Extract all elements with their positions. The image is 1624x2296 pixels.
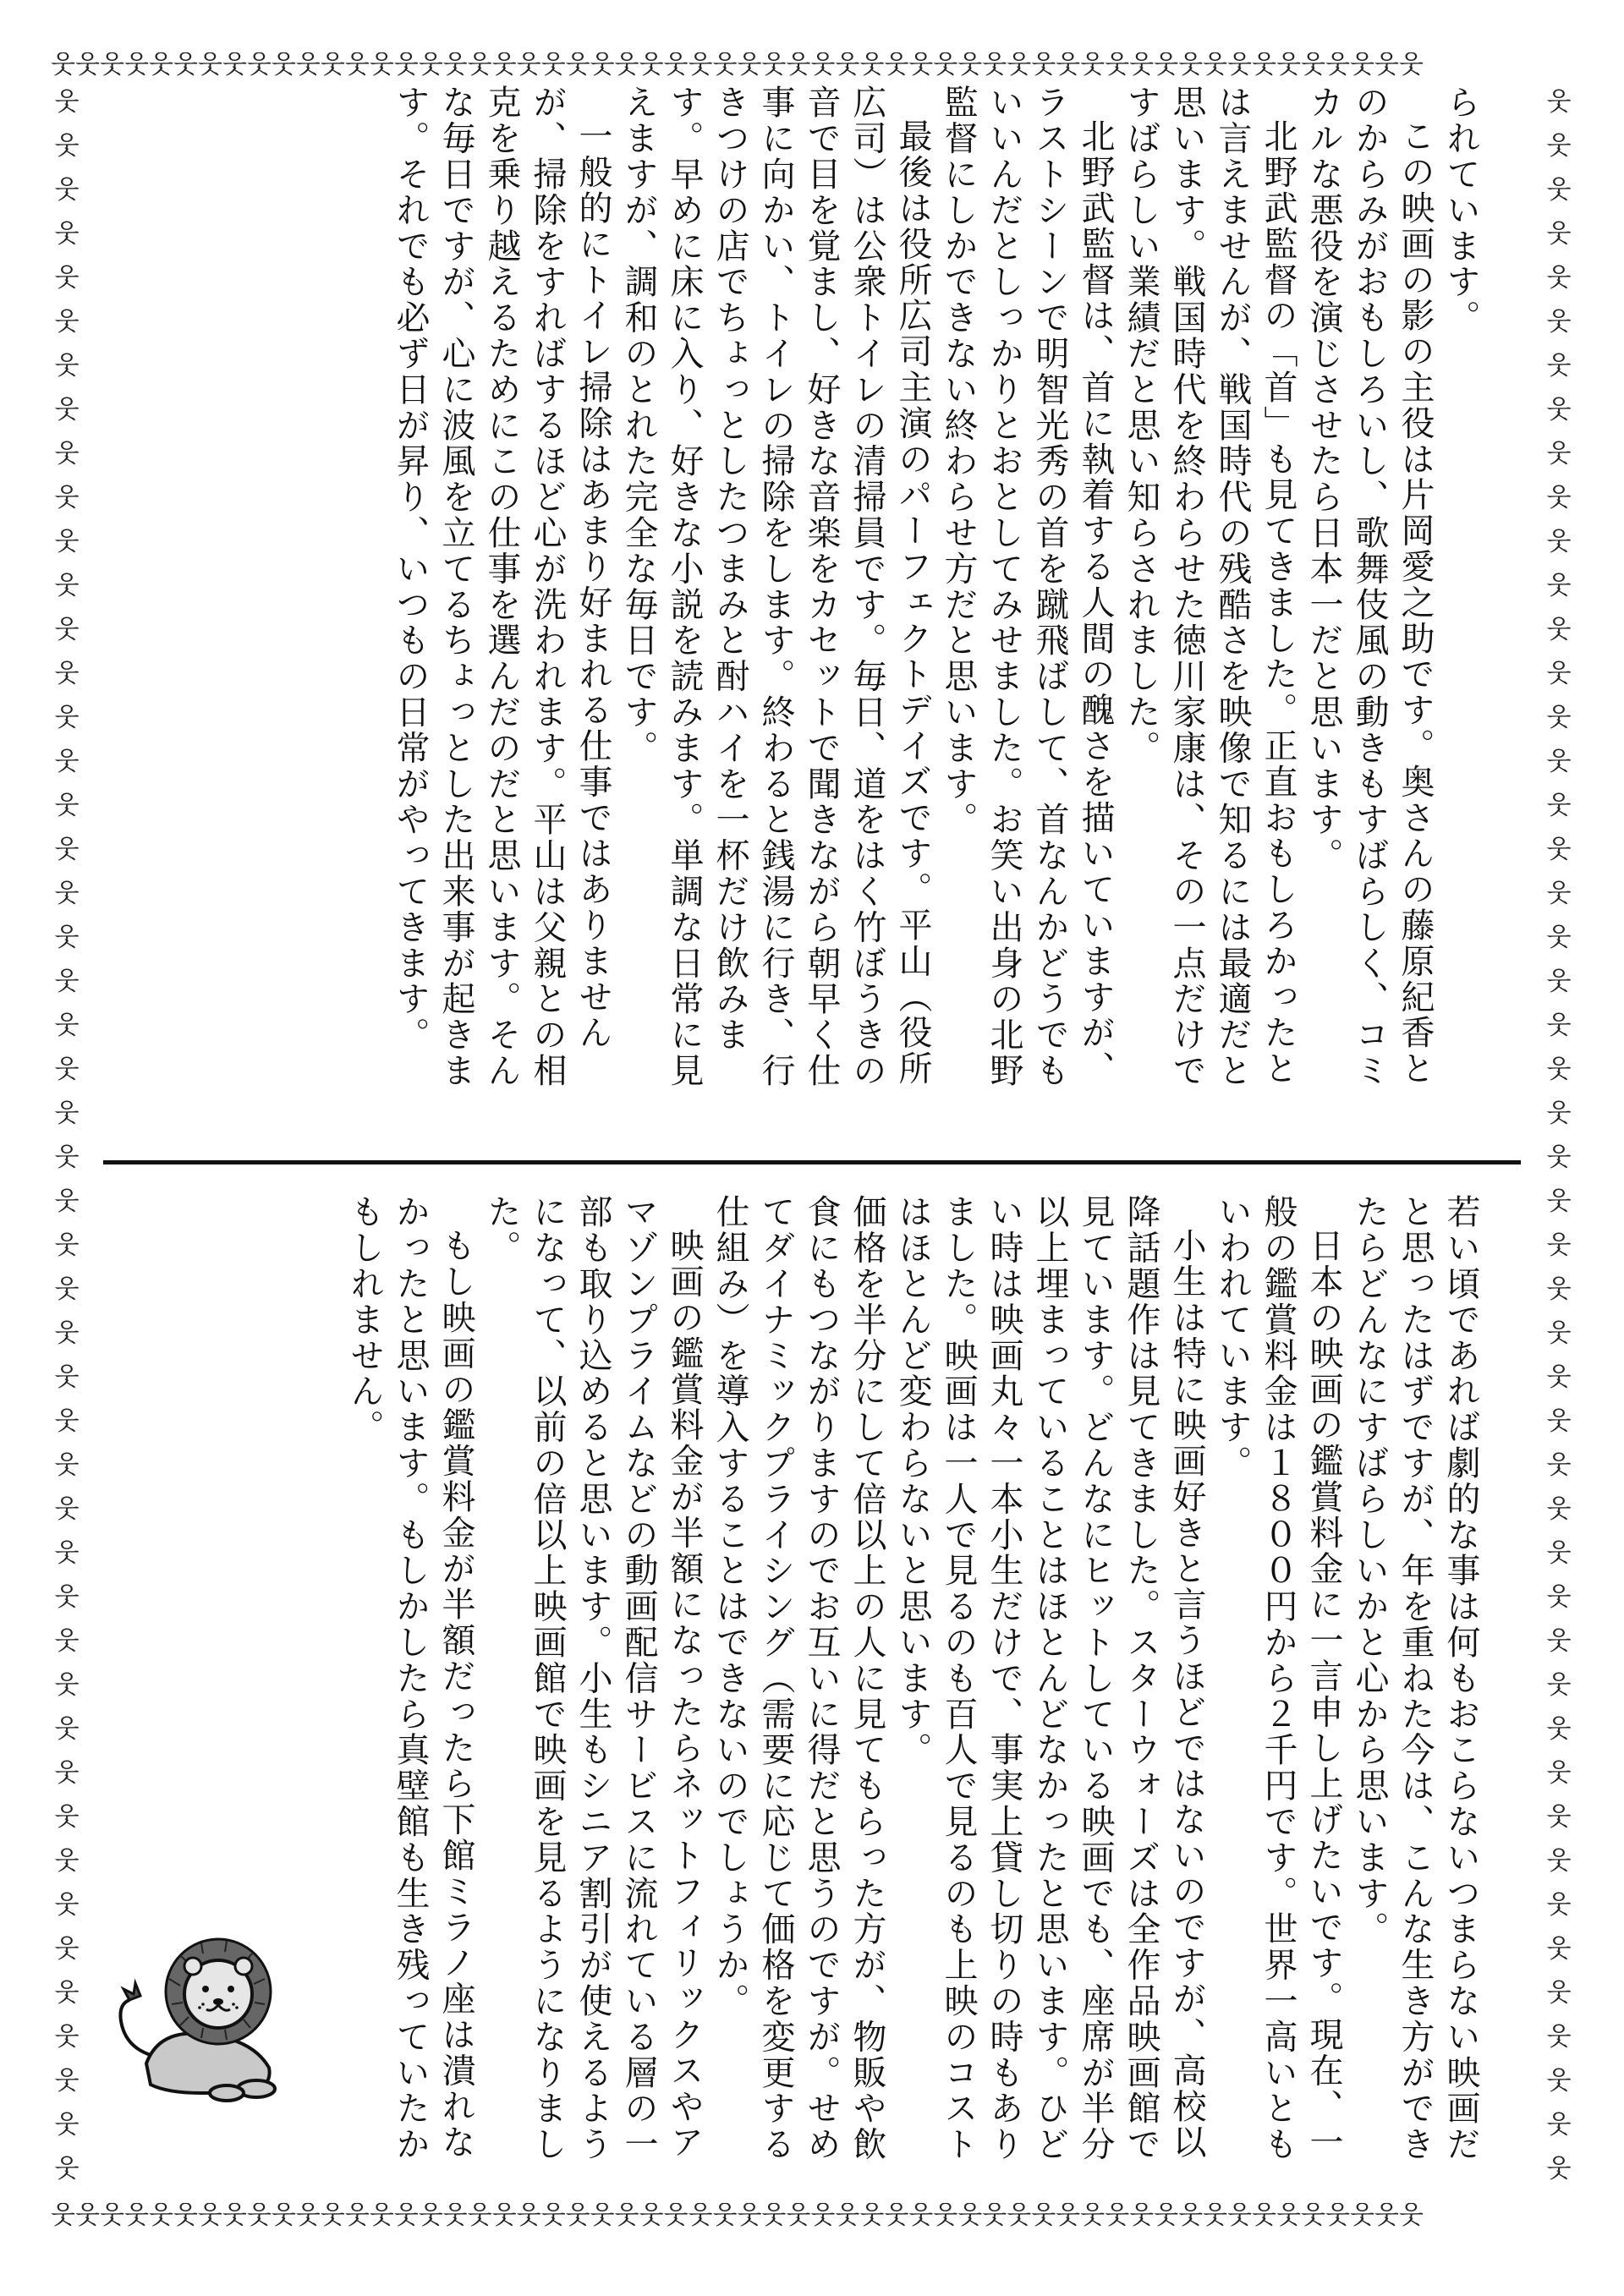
lion-icon [100,1920,294,2114]
decorative-border-top: 웃웃웃웃웃웃웃웃웃웃웃웃웃웃웃웃웃웃웃웃웃웃웃웃웃웃웃웃웃웃웃웃웃웃웃웃웃웃웃웃웃웃웃웃웃웃웃웃웃웃웃웃웃웃웃웃 [51,52,1424,78]
decorative-border-right: 웃웃웃웃웃웃웃웃웃웃웃웃웃웃웃웃웃웃웃웃웃웃웃웃웃웃웃웃웃웃웃웃웃웃웃웃웃웃웃웃웃웃웃웃웃웃웃웃 [1546,87,1572,2184]
paragraph-local-theaters: もし映画の鑑賞料金が半額だったら下館ミラノ座は潰れなかったと思います。もしかしたら真壁館も生き残っていたかもしれません。 [345,1194,475,2162]
decorative-border-bottom: 웃웃웃웃웃웃웃웃웃웃웃웃웃웃웃웃웃웃웃웃웃웃웃웃웃웃웃웃웃웃웃웃웃웃웃웃웃웃웃웃웃웃웃웃웃웃웃웃웃웃웃웃웃웃웃웃 [51,2203,1424,2228]
paragraph-kubi-review: 北野武監督の「首」も見てきました。正直おもしろかったとは言えませんが、戦国時代の残酷さを映像で知るには最適だと思います。戦国時代を終わらせた徳川家康は、その一点だけですばらしい業績だと思い知らされました。 [1122,85,1298,1089]
paragraph-aisuke: この映画の影の主役は片岡愛之助です。奥さんの藤原紀香とのからみがおもしろいし、歌舞伎風の動きもすばらしく、コミカルな悪役を演じさせたら日本一だと思います。 [1304,85,1435,1089]
paragraph-toilet-cleaning: 一般的にトイレ掃除はあまり好まれる仕事ではありませんが、掃除をすればするほど心が洗われます。平山は父親との相克を乗り越えるためにこの仕事を選んだのだと思います。そんな毎日ですが、心に波風を立てるちょっとした出来事が起きます。それでも必ず日が昇り、いつもの日常がやってきます。 [391,85,612,1089]
paragraph-streaming: 映画の鑑賞料金が半額になったらネットフィリックスやアマゾンプライムなどの動画配信サービスに流れている層の一部も取り込めると思います。小生もシニア割引が使えるようになって、以前の倍以上映画館で映画を見るようになりました。 [482,1194,704,2162]
paragraph-continuation: られています。 [1441,85,1480,336]
paragraph-ticket-price: 日本の映画の鑑賞料金に一言申し上げたいです。現在、一般の鑑賞料金は１８００円から２千円です。世界一高いともいわれています。 [1213,1194,1343,2162]
decorative-border-left: 웃웃웃웃웃웃웃웃웃웃웃웃웃웃웃웃웃웃웃웃웃웃웃웃웃웃웃웃웃웃웃웃웃웃웃웃웃웃웃웃웃웃웃웃웃웃웃웃 [54,87,80,2184]
paragraph-youth-reflection: 若い頃であれば劇的な事は何もおこらないつまらない映画だと思ったはずですが、年を重ねた今は、こんな生き方ができたらどんなにすばらしいかと心から思います。 [1350,1194,1480,2162]
essay-bottom-section [198,1194,1484,2167]
paragraph-kitano: 北野武監督は、首に執着する人間の醜さを描いていますが、ラストシーンで明智光秀の首を蹴飛ばして、首なんかどうでもいいんだとしっかりとおとしてみせました。お笑い出身の北野監督にしかできない終わらせ方だと思います。 [939,85,1115,1089]
paragraph-perfect-days: 最後は役所広司主演のパーフェクトデイズです。平山（役所広司）は公衆トイレの清掃員です。毎日、道をはく竹ぼうきの音で目を覚まし、好きな音楽をカセットで聞きながら朝早く仕事に向かい、トイレの掃除をします。終わると銭湯に行き、行きつけの店でちょっとしたつまみと酎ハイを一杯だけ飲みます。早めに床に入り、好きな小説を読みます。単調な日常に見えますが、調和のとれた完全な毎日です。 [619,85,932,1089]
paragraph-dynamic-pricing: 価格を半分にして倍以上の人に見てもらった方が、物販や飲食にもつながりますのでお互いに得だと思うのですが。せめてダイナミックプライシング（需要に応じて価格を変更する仕組み）を導入することはできないのでしょうか。 [710,1194,886,2162]
section-divider [103,1160,1521,1164]
paragraph-theater-experience: 小生は特に映画好きと言うほどではないのですが、高校以降話題作は見てきました。スターウォーズは全作品映画館で見ています。どんなにヒットしている映画でも、座席が半分以上埋まっていることはほとんどなかったと思います。ひどい時は映画丸々一本小生だけで、事実上貸し切りの時もありました。映画は一人で見るのも百人で見るのも上映のコストはほとんど変わらないと思います。 [893,1194,1206,2162]
essay-top-section [80,85,1484,1121]
